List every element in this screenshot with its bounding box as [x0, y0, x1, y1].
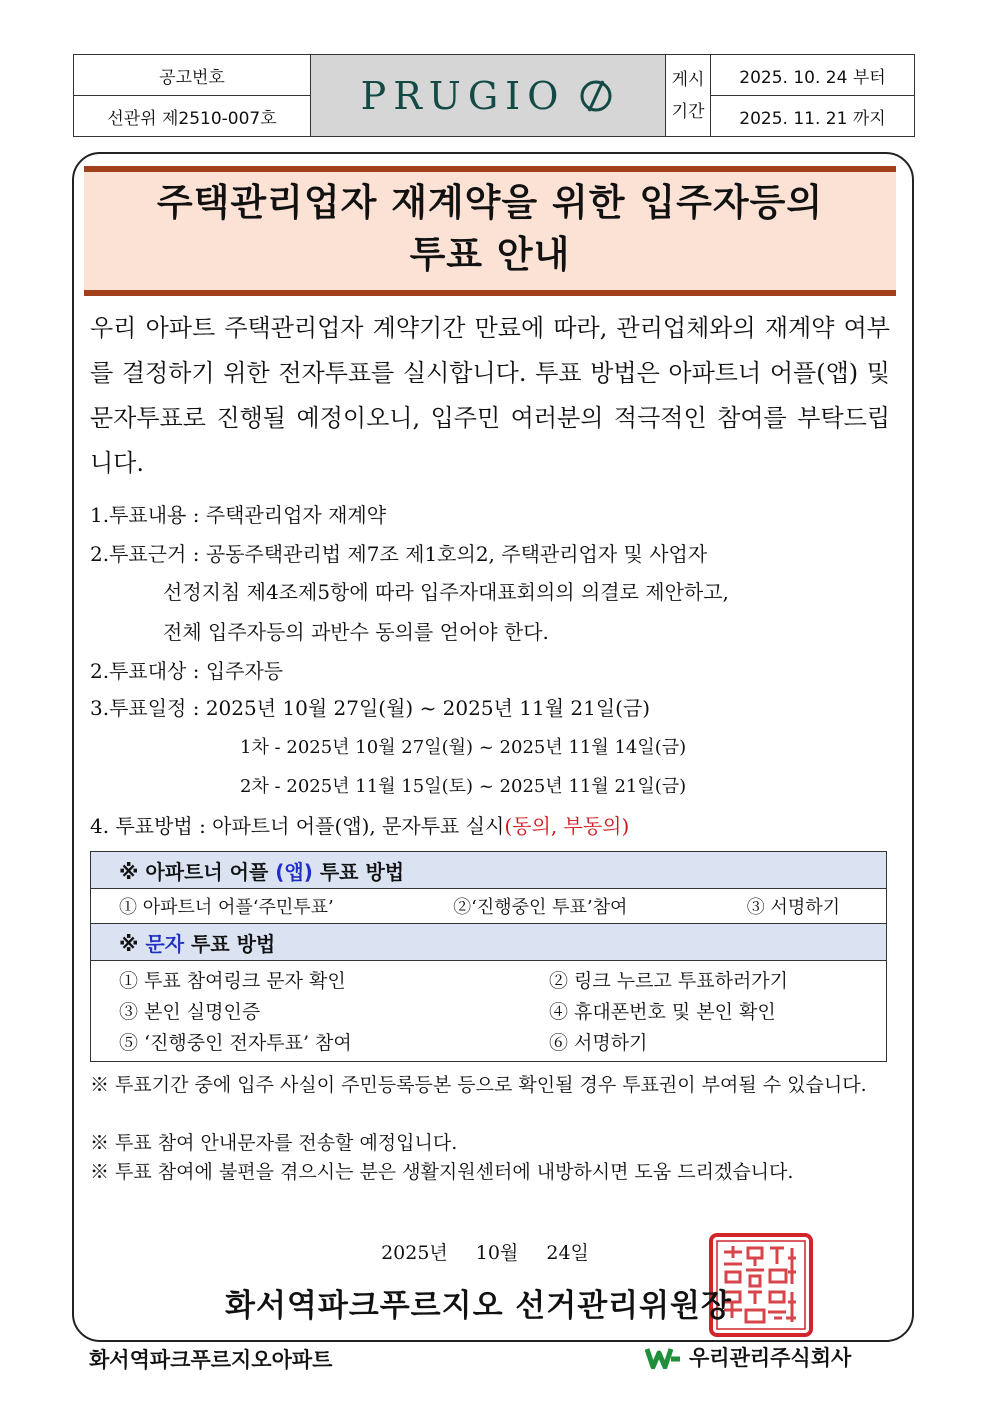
logo-leaf-icon	[577, 77, 615, 115]
intro-paragraph: 우리 아파트 주택관리업자 계약기간 만료에 따라, 관리업체와의 재계약 여부를 결정하기 위한 전자투표를 실시합니다. 투표 방법은 아파트너 어플(앱) 및 문자투표로 진행될 예정이오니, 입주민 여러분의 적극적인 참여를 부탁드립니다.	[90, 314, 890, 477]
company-logo-icon	[645, 1345, 681, 1369]
signature-title: 화서역파크푸르지오 선거관리위원장	[225, 1288, 732, 1324]
item-schedule-1: 1차 - 2025년 10월 27일(월) ~ 2025년 11월 14일(금)	[240, 737, 687, 758]
company-name: 우리관리주식회사	[689, 1346, 852, 1370]
notice-label: 공고번호	[74, 55, 311, 96]
method-table	[90, 851, 887, 1062]
notice-date: 2025년 10월 24일	[381, 1242, 589, 1264]
sms-heading-highlight: 문자	[145, 931, 185, 956]
item-schedule: 3.투표일정 : 2025년 10월 27일(월) ~ 2025년 11월 21일(금)	[90, 696, 651, 720]
title-box	[84, 166, 896, 296]
sms-method-heading	[91, 924, 887, 961]
item-method	[90, 810, 629, 839]
footer-company	[645, 1342, 851, 1372]
item-schedule-2: 2차 - 2025년 11월 15일(토) ~ 2025년 11월 21일(금)	[240, 776, 687, 797]
app-method-heading	[91, 852, 887, 889]
sms-steps-cell	[91, 961, 887, 1062]
app-heading-suffix: 투표 방법	[312, 859, 405, 884]
app-step: ②‘진행중인 투표’참여	[453, 897, 628, 918]
sms-step: ② 링크 누르고 투표하러가기	[549, 970, 789, 992]
app-step: ③ 서명하기	[746, 897, 840, 918]
sms-step: ① 투표 참여링크 문자 확인	[119, 970, 346, 992]
sms-step: ③ 본인 실명인증	[119, 1001, 261, 1023]
header-table	[73, 54, 915, 137]
logo-text: PRUGIO	[360, 73, 566, 118]
note-1: ※ 투표기간 중에 입주 사실이 주민등록등본 등으로 확인될 경우 투표권이 부여될 수 있습니다.	[90, 1074, 867, 1096]
notice-number: 선관위 제2510-007호	[74, 96, 311, 137]
app-heading-text: ※ 아파트너 어플	[119, 859, 276, 884]
app-heading-highlight: (앱)	[275, 859, 313, 884]
app-steps-row	[91, 889, 887, 924]
title-line-2: 투표 안내	[409, 233, 571, 276]
title-line-1: 주택관리업자 재계약을 위한 입주자등의	[156, 181, 824, 224]
item-basis-3: 전체 입주자등의 과반수 동의를 얻어야 한다.	[163, 620, 549, 644]
item-basis-2: 선정지침 제4조제5항에 따라 입주자대표회의의 의결로 제안하고,	[163, 580, 729, 604]
sms-step: ⑥ 서명하기	[549, 1032, 648, 1054]
app-step: ① 아파트너 어플‘주민투표’	[119, 897, 334, 918]
period-start: 2025. 10. 24 부터	[711, 55, 915, 96]
note-3: ※ 투표 참여에 불편을 겪으시는 분은 생활지원센터에 내방하시면 도움 드리겠습니다.	[90, 1161, 794, 1183]
item-method-text: 4. 투표방법 : 아파트너 어플(앱), 문자투표 실시	[90, 814, 505, 838]
sms-step: ④ 휴대폰번호 및 본인 확인	[549, 1001, 776, 1023]
footer-apartment-name: 화서역파크푸르지오아파트	[89, 1348, 333, 1372]
period-end: 2025. 11. 21 까지	[711, 96, 915, 137]
prugio-logo	[311, 55, 666, 137]
note-2: ※ 투표 참여 안내문자를 전송할 예정입니다.	[90, 1132, 458, 1154]
item-method-options: (동의, 부동의)	[504, 814, 630, 838]
item-content: 1.투표내용 : 주택관리업자 재계약	[90, 503, 387, 527]
post-period-label	[666, 55, 711, 137]
item-target: 2.투표대상 : 입주자등	[90, 659, 284, 683]
item-basis-1: 2.투표근거 : 공동주택관리법 제7조 제1호의2, 주택관리업자 및 사업자	[90, 542, 708, 566]
sms-step: ⑤ ‘진행중인 전자투표’ 참여	[119, 1032, 352, 1054]
post-label-1: 게시	[671, 69, 705, 90]
sms-heading-suffix: 투표 방법	[184, 931, 276, 956]
sms-heading-text: ※	[119, 931, 146, 956]
post-label-2: 기간	[671, 101, 705, 122]
